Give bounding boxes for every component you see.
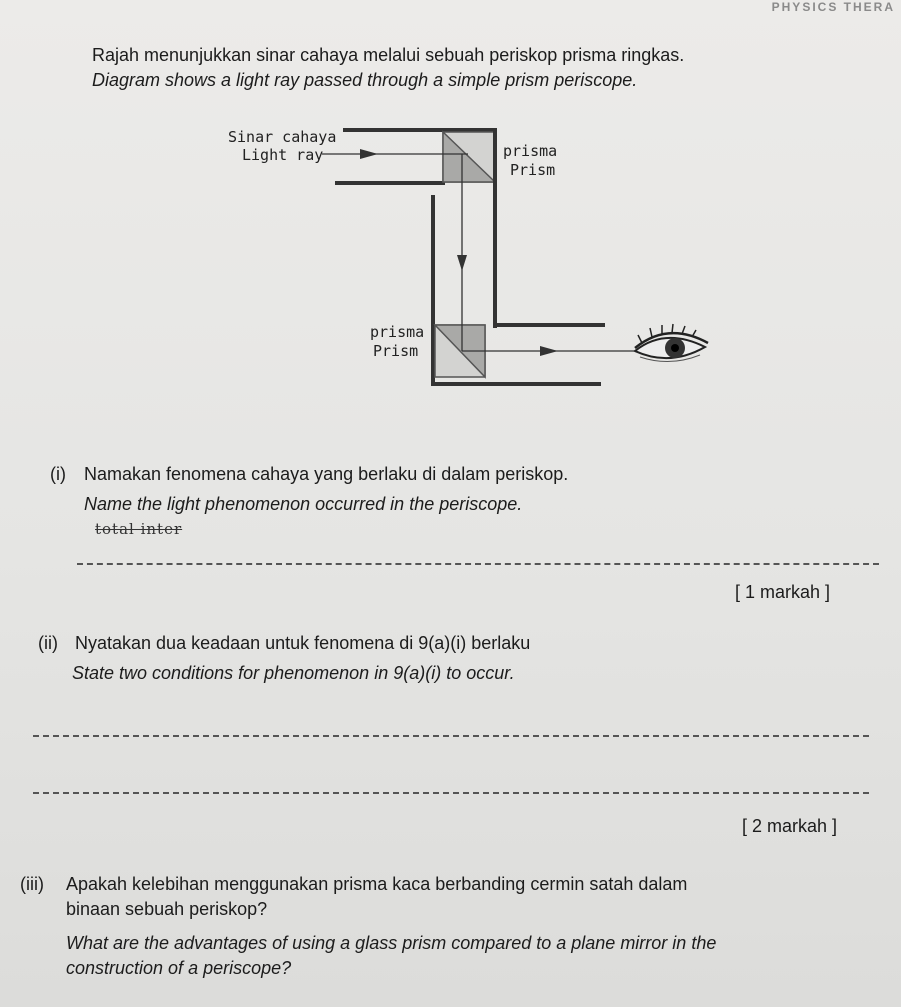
q2-answer-line-2[interactable] bbox=[33, 792, 869, 794]
q1-malay: Namakan fenomena cahaya yang berlaku di dalam periskop. bbox=[84, 464, 569, 484]
periscope-right-wall bbox=[493, 128, 497, 328]
q1-english: Name the light phenomenon occurred in the periscope. bbox=[84, 494, 523, 514]
q1-number: (i) bbox=[50, 464, 66, 484]
top-prism-label-english: Prism bbox=[510, 161, 556, 179]
intro-malay: Rajah menunjukkan sinar cahaya melalui sebuah periskop prisma ringkas. bbox=[92, 45, 685, 65]
periscope-upper-inner-wall bbox=[335, 181, 445, 185]
periscope-lower-top-wall bbox=[495, 323, 605, 327]
outgoing-ray-arrow bbox=[540, 346, 558, 356]
q1-handwritten-answer: total inter bbox=[95, 520, 183, 538]
top-prism-label-malay: prisma bbox=[503, 142, 558, 160]
q1-answer-line[interactable] bbox=[77, 563, 879, 565]
q3-malay-line2: binaan sebuah periskop? bbox=[66, 899, 268, 919]
bottom-prism-label-malay: prisma bbox=[370, 323, 425, 341]
bottom-prism-label-english: Prism bbox=[373, 342, 419, 360]
eye-icon bbox=[635, 324, 708, 362]
q2-marks: [ 2 markah ] bbox=[742, 816, 838, 836]
header-stamp: PHYSICS THERA bbox=[771, 0, 895, 14]
q3-number: (iii) bbox=[20, 874, 44, 894]
periscope-diagram bbox=[210, 115, 730, 400]
light-ray-label-english: Light ray bbox=[242, 146, 324, 164]
light-ray-label-malay: Sinar cahaya bbox=[228, 128, 337, 146]
q3-english-line2: construction of a periscope? bbox=[66, 958, 292, 978]
q2-answer-line-1[interactable] bbox=[33, 735, 869, 737]
q2-number: (ii) bbox=[38, 633, 58, 653]
vertical-ray-arrow bbox=[457, 255, 467, 271]
q3-malay-line1: Apakah kelebihan menggunakan prisma kaca berbanding cermin satah dalam bbox=[66, 874, 688, 894]
periscope-bottom-wall bbox=[431, 382, 601, 386]
q2-malay: Nyatakan dua keadaan untuk fenomena di 9(a)(i) berlaku bbox=[75, 633, 531, 653]
incoming-ray-arrow bbox=[360, 149, 378, 159]
q2-english: State two conditions for phenomenon in 9(a)(i) to occur. bbox=[72, 663, 515, 683]
q1-marks: [ 1 markah ] bbox=[735, 582, 831, 602]
intro-english: Diagram shows a light ray passed through a simple prism periscope. bbox=[92, 70, 638, 90]
q3-english-line1: What are the advantages of using a glass prism compared to a plane mirror in the bbox=[66, 933, 717, 953]
